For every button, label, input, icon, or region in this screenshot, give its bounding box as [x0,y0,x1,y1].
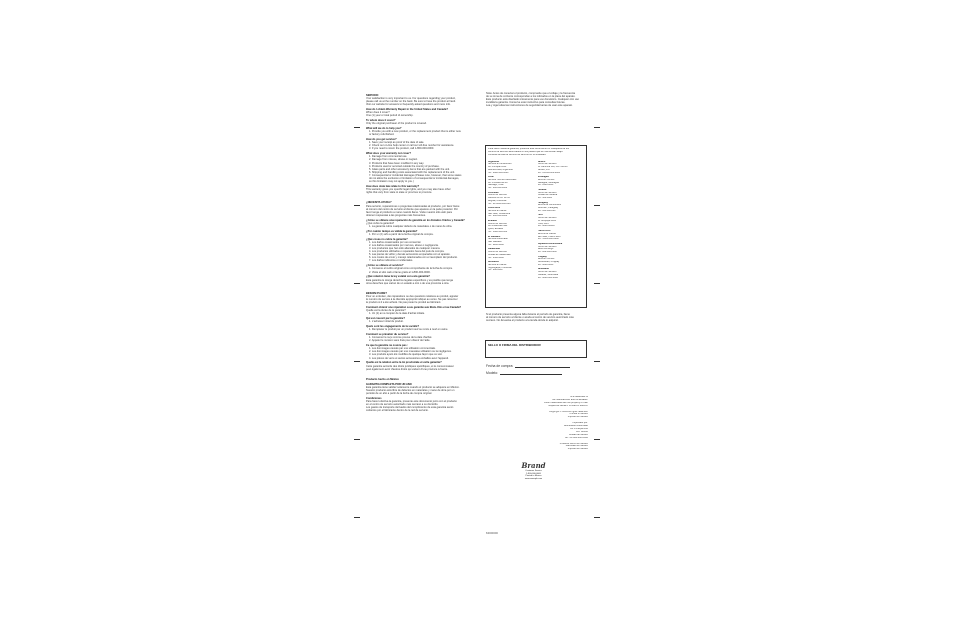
text-line: Buenos Aires, Argentina [488,168,513,171]
list-item: 7. Los daños indirectos o incidentales. [369,259,413,263]
text-line: 1-800-000-0000 [526,472,541,475]
crop-mark [594,205,600,206]
text-line: Montevideo, Uruguay [537,261,560,264]
list-item: 6. Los costos de envío y manejo relacionados con el reemplazo del producto. [369,256,458,260]
text-line: Av. Providencia 567 [488,181,509,184]
crop-mark [594,439,600,440]
list-item: 3. Les produits ayant été modifiés de quelque façon que ce soit. [369,353,443,357]
crop-mark [354,205,360,206]
section-heading: ¿Qué cosas no cubre la garantía? [366,237,408,241]
text-line: Centro de Servicio [537,163,557,166]
text-line: Tel.: 1800-000-000 [488,230,508,233]
section-heading: To whom does it cover? [366,119,396,123]
text-line: centros de servicio autorizados en los países que se mencionan abajo. [488,150,564,153]
section-heading: República Dominicana [537,242,563,245]
text-line: Fabricado en México [565,445,588,448]
text-line: Carrera 45 No. 12-34 [488,197,510,200]
section-heading: Panamá [537,188,547,191]
distributor-stamp-box [485,340,587,358]
text-line: rights that vary from state to state or province to province. [366,191,433,195]
model-line [500,374,562,375]
text-line: Centro de Servicio [537,245,557,248]
crop-mark [594,283,600,284]
crop-mark [354,439,360,440]
text-line: Ciudad de Panamá [537,194,558,197]
text-line: Los gastos de transporte derivados del cumplimiento de esta garantía serán [366,406,454,410]
model-label: Modelo: [486,371,499,375]
text-line: Tel.: 809-000-0000 [537,251,557,254]
text-line: Nuestro producto está libre de defectos en materiales y mano de obra por un [366,389,455,393]
section-heading: Paraguay [537,201,548,204]
list-item: 4. Products used or serviced outside the country of purchase. [369,164,440,168]
list-item: 2. Los daños ocasionados por mal uso, abuso o negligencia. [369,244,439,247]
list-item: 3. Products that have been modified in any way. [369,161,425,165]
stamp-label: SELLO O FIRMA DEL DISTRIBUIDOR [488,342,541,347]
section-heading: Comment se prévaloir du service? [366,333,409,337]
section-heading: Colombia [488,191,499,194]
text-line: please call us at the number on the back. Be sure to have the product at hand. [366,99,456,103]
list-item: 2. Appeler le numéro sans frais pour obtenir de l'aide. [369,339,431,343]
crop-mark [354,517,360,518]
section-heading: How does state law relate to this warranty? [366,185,420,189]
text-line: Copyright © 2009 All rights reserved. [549,410,588,413]
section-heading: Argentina [488,160,499,163]
model-field [486,371,562,375]
section-heading: SERVICIO [366,93,379,97]
text-line: Ciudad de Guatemala [488,253,511,256]
crop-mark [594,517,600,518]
text-line: Managua, Nicaragua [537,181,559,184]
list-item: 1. Provide you with a new product, or the replacement product that is either new [369,130,461,134]
text-line: Tegucigalpa, Honduras [488,266,512,269]
text-line: San Salvador [488,241,502,243]
note-paragraph-mid [486,313,586,322]
text-line: Lea y siga todas las instrucciones de seguridad antes de usar este aparato. [486,104,573,108]
list-item: 5. Glass parts and other accessory items that are packed with the unit. [369,167,450,171]
service-center-grid [488,159,584,280]
spacer [366,373,476,375]
purchase-date-field [486,364,570,368]
list-item: 1. Conserve el recibo original como comprobante de la fecha de compra. [369,267,453,271]
list-item: 1. Remplacer le produit par un produit neuf ou remis à neuf en usine. [369,328,449,332]
section-heading: Ce que la garantie ne couvre pas : [366,344,409,348]
text-line: Tel.: 0800-000-0000 [537,276,558,279]
text-line: Av. Amazonas N24 [488,225,508,228]
text-line: Other trademarks are the property of their [543,401,588,404]
text-line: When does it cover? [366,111,390,115]
service-center-column-a [488,159,535,280]
text-line: Nota: Antes de conectar el producto, compruebe que el voltaje y la frecuencia [486,92,576,95]
section-heading: Costa Rica [488,207,500,210]
text-line: Tel.: 021-000-000 [537,209,556,212]
section-heading: Comment obtenir une réparation sous garantie aux États-Unis et au Canada? [366,306,461,310]
section-heading: Puerto Rico [537,230,551,232]
text-line: peut également avoir d'autres droits qui varient d'une province à l'autre. [366,367,448,371]
text-line: Tel.: 01-8000-000-000 [488,202,511,205]
text-line: Servicio Técnico Autorizado [488,178,517,181]
section-heading: Quels sont les engagements de la société? [366,325,420,329]
service-center-box [485,145,587,308]
text-line: Santiago, Chile [488,184,504,187]
text-line: San José, Costa Rica [488,212,511,215]
text-line: Tel.: 2200-0000 [488,243,504,246]
text-line: Centro de Servicio [537,271,557,274]
text-line: Printed in Mexico [525,475,542,478]
text-line: Este producto está diseñado únicamente para uso doméstico. Cualquier otro uso [486,98,579,102]
text-line: www.example.com [524,477,543,480]
text-line: Producto hecho en México [559,442,588,445]
text-line: Av. Principal 100 [570,427,588,430]
text-line: respective owners. Printed in Mexico. [548,404,588,407]
list-item: 1. Damage from commercial use. [369,155,408,159]
text-line: Av. Reforma 100, Col. Centro [537,166,568,169]
list-item: 1. Un (1) an à compter de la date d'achat initiale. [369,312,425,316]
document-code: 840000000 [486,532,498,535]
list-item: 3. If you need to return the product, call 1-800-000-0000. [369,147,435,151]
section-heading: ¿NECESITA AYUDA? [366,201,392,205]
text-line: Tel.: 800-000-0000 [488,215,508,218]
text-line: Tel.: 2200-0000 [537,184,554,187]
text-line: One (1) year or total period of ownership. [366,114,414,118]
text-line: Santo Domingo [537,248,554,251]
spacer [366,197,476,199]
list-item: 4. Los productos utilizados o reparados fuera del país de compra. [369,250,445,254]
text-line: Centro de Servicio [488,222,507,225]
text-line: ¿Qué cubre la garantía? [366,221,395,225]
text-line: Cette garantie accorde des droits juridiques spécifiques, et le consommateur [366,364,454,368]
section-heading: ¿Qué relación tiene la ley estatal con esta garantía? [366,275,430,279]
list-item: so this limitation may not apply to you.) [369,180,414,184]
text-line: Lima, Perú [537,222,549,225]
text-line: Esta garantía tiene validez solamente cuando el producto se adquiere en México. [366,385,460,389]
text-line: en el centro de servicio autorizado más cercano a su domicilio. [366,403,439,407]
section-heading: BESOIN D'AIDE? [366,291,387,295]
crop-mark [354,127,360,128]
list-item: 1. L'acheteur initial du produit. [369,320,404,324]
list-item: 6. Shipping and handling costs associated with the replacement of the unit. [369,170,455,174]
text-line: Tel.: 0800-0000 [537,263,554,266]
text-line: Tel.: 01-800-000-0000 [537,171,560,174]
brand-logo-icon: Brand [521,461,546,470]
list-item: 1. Save your receipt as proof of the date of sale. [369,141,425,145]
list-item: 1. La garantía cubre cualquier defecto de materiales o de mano de obra. [369,224,453,228]
section-heading: Producto hecho en México [366,377,400,381]
crop-mark [354,283,360,284]
text-line: Centro de Servicio [537,191,557,194]
list-item: 1. Conserver le reçu comme preuve de la date d'achat. [369,336,433,340]
section-heading: Perú [537,214,543,217]
section-heading: Venezuela [537,268,549,271]
note-paragraph-top [486,92,586,107]
text-line: Servicio Técnico [537,258,555,261]
text-line: Tel.: 01-800-000-0000 [564,436,588,439]
text-line: de su toma de corriente correspondan a los indicados en la placa del aparato. [486,95,576,99]
text-line: Printed in Mexico [569,413,588,416]
service-center-column-b [538,159,585,280]
text-line: le produit où il a été acheté. Ne pas poster le produit au fabricant. [366,301,442,305]
spacer [366,287,476,289]
section-heading: México [537,160,546,163]
section-heading: How do I obtain Warranty Repair in the United States and Canada? [366,107,448,111]
text-line: Caracas, Venezuela [537,273,559,276]
text-line: Centro de Servicio [537,217,557,220]
text-line: Col. Centro [575,430,588,433]
list-item: do not allow the exclusion or limitation of consequential or incidental damages, [369,177,460,181]
list-item: 1. Los daños ocasionados por uso comercial. [369,240,422,244]
section-heading: GARANTÍA COMPLETA POR UN AÑO [366,382,412,386]
section-heading: ¿Cómo se obtiene una reparación de garantía en los Estados Unidos y Canadá? [366,218,465,222]
text-line: Servicio Técnico [537,178,555,181]
service-center-intro [488,148,584,157]
text-line: Tel.: 600-000-0000 [488,187,508,190]
text-line: the manufacturer and its affiliates. [552,398,588,401]
text-line: otros derechos que varían de un estado a otro o de una provincia a otra. [366,281,450,285]
text-line: Visit our website for answers to frequently asked questions and more info. [366,103,451,107]
text-line: Customer Service [525,470,542,472]
text-line: Tel.: 800-0000 [488,269,503,272]
text-line: San Juan, Puerto Rico [537,235,561,238]
text-line: Tel.: 2300-0000 [488,256,504,259]
text-line: México, D.F. [537,168,551,171]
text-line: Ciudad de México [568,433,588,436]
text-line: Servicio al Cliente [488,209,507,212]
section-heading: Qui est couvert par la garantie? [366,317,405,321]
list-item: 2. Visite el sitio web o llame gratis al 1-800-000-0000. [369,270,431,274]
section-heading: Quelle est la relation entre la loi provinciale et cette garantie? [366,361,442,365]
text-line: Centro de Servicio [488,194,507,197]
text-line: al número del centro de servicio al cliente que aparece en la parte posterior. Por [366,207,458,211]
text-line: favor tenga el producto a mano cuando llame. Visite nuestro sitio web para [366,210,452,214]
text-line: cubiertos por el fabricante dentro de la red de servicio. [366,409,429,413]
section-heading: ¿Por cuánto tiempo es válida la garantía? [366,229,418,233]
section-heading: Honduras [488,261,499,264]
text-line: Consulte la lista de centros de servicio en su localidad. [488,153,547,156]
warranty-text-column [366,92,476,412]
text-line: Importado por: [572,422,588,425]
text-line: is a trademark of [570,396,588,398]
section-heading: Chile [488,176,494,179]
section-heading: Uruguay [537,255,547,258]
text-line: Quelle est la durée de la garantie? [366,309,406,313]
list-item: 5. Las piezas de vidrio y demás accesorios empacados con el aparato. [369,253,451,257]
text-line: Impreso en México [567,448,588,451]
section-heading: Ecuador [488,219,498,222]
section-heading: Nicaragua [537,176,549,179]
text-line: Servicio al Cliente [537,232,556,235]
text-line: Servicio al Consumidor [488,163,512,166]
crop-mark [354,361,360,362]
text-line: Pour un entretien, des réparations ou des questions relatives au produit, appeler [366,295,459,298]
text-line: Centro de Servicio [488,251,507,254]
section-heading: What will we do to help you? [366,127,402,131]
list-item: 2. Damage from misuse, abuse or neglect. [369,158,418,162]
text-line: This warranty gives you specific legal rights, and you may also have other [366,188,451,192]
text-line: Bogotá, Colombia [488,199,507,202]
text-line: Asunción, Paraguay [537,207,559,210]
text-line: Para hacer válida la garantía, presente este documento en cualquiera de los [488,148,569,150]
text-line: Esta garantía le otorga derechos legales específicos y es posible que tenga [366,278,453,282]
text-line: le numéro de service à la clientèle approprié indiqué au verso. Ne pas retourner [366,298,458,302]
legal-footer [530,396,588,451]
text-line: Servicio al Cliente [488,263,507,266]
brand-contact-lines [506,470,561,480]
list-item: 3. Los productos que han sido alterados de cualquier manera. [369,247,441,251]
list-item: 1. Les dommages causés par une utilisation commerciale. [369,347,436,351]
section-heading: El Salvador [488,235,501,238]
text-line: Your satisfaction is very important to us. For questions regarding your product, [366,96,456,100]
list-item: 7. Consequential or incidental damages (Please note, however, that some states [369,173,462,177]
text-line: invalida la garantía. Conserve este instructivo para consultas futuras. [486,101,566,105]
text-line: cercano. No devuelva el producto a la tienda donde lo adquirió. [486,319,559,323]
text-line: Servicio Autorizado [488,238,508,241]
list-item: 2. Check our on-line help center or call our toll-free number for assistance. [369,144,455,148]
crop-mark [594,361,600,362]
section-heading: What does your warranty not cover? [366,152,411,156]
text-line: Impreso en México [567,416,588,419]
purchase-date-line [515,367,570,368]
text-line: Para servicio, reparaciones o preguntas relacionadas al producto, por favor llame [366,204,460,208]
text-line: Tel.: 0800-000-0000 [488,171,509,174]
text-line: Para hacer efectiva la garantía, presente este documento junto con el producto [366,400,457,404]
text-line: Tel.: 0800-00000 [537,225,555,228]
section-heading: Guatemala [488,248,500,251]
text-line: Distribuidor Autorizado [563,425,588,428]
list-item: or factory refurbished. [369,133,395,137]
brand-logo-block [506,461,561,480]
text-line: al número de servicio al cliente o acuda al centro de servicio autorizado más [486,316,574,320]
section-heading: How do you get service? [366,138,397,142]
list-item: 4. Les pièces de verre et autres accessoires emballés avec l'appareil. [369,356,449,360]
crop-mark [594,127,600,128]
text-line: Si el producto presenta alguna falla durante el período de garantía, llame [486,313,570,316]
text-line: Quito, Ecuador [488,228,504,231]
purchase-date-label: Fecha de compra: [486,364,514,368]
list-item: 1. Por un (1) año a partir de la fecha original de compra. [369,232,434,236]
list-item: 2. Les dommages causés par une mauvaise utilisation ou la négligence. [369,350,452,354]
text-line: Only the original purchaser of the product is covered. [366,122,427,126]
section-heading: ¿Cómo se obtiene el servicio? [366,264,404,268]
text-line: Servicio al Consumidor [537,204,562,207]
text-line: Av. Arequipa 1200 [537,219,557,222]
section-heading: Condiciones [366,397,382,400]
text-line: Tel.: 300-0000 [537,197,553,200]
text-line: período de un año a partir de la fecha de compra original. [366,392,433,396]
text-line: Tel.: 1-800-000-0000 [537,238,559,241]
text-line: obtener respuestas a las preguntas más frecuentes. [366,213,426,217]
text-line: Av. Principal 1234 [488,166,507,169]
